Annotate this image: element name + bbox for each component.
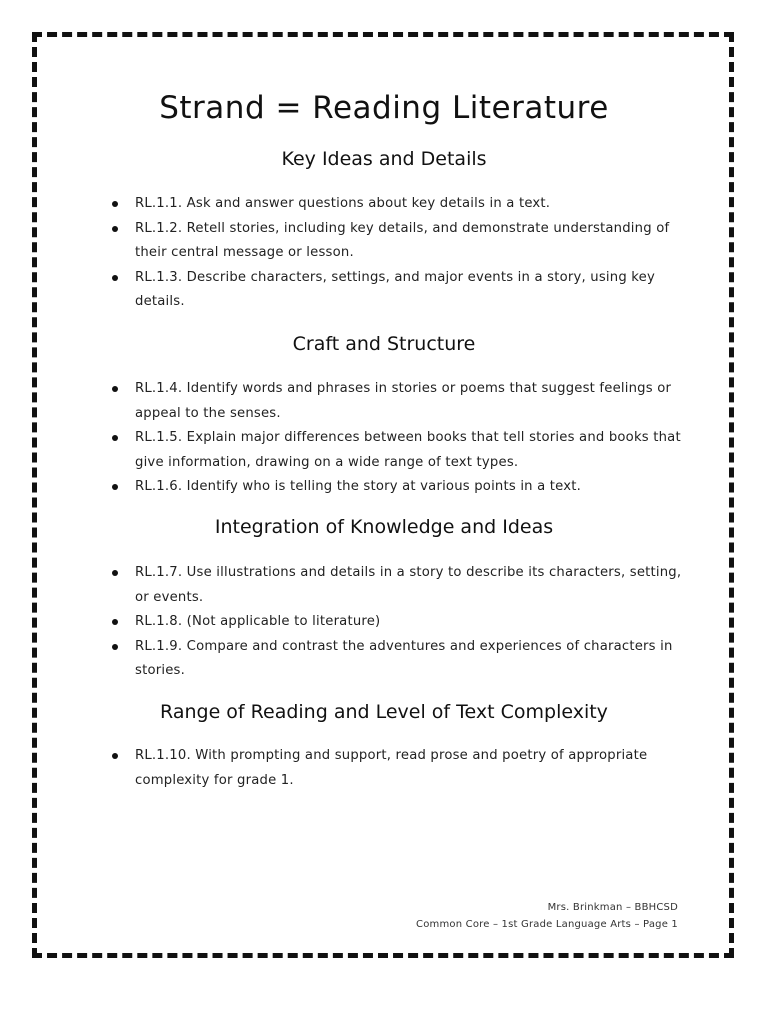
list-item-text: RL.1.6. Identify who is telling the story at various points in a text.	[135, 479, 582, 494]
list-item-text: RL.1.4. Identify words and phrases in stories or poems that suggest feelings or appeal to the senses.	[135, 381, 672, 421]
bullet-icon	[112, 570, 118, 576]
bullet-icon	[112, 226, 118, 232]
list-item-text: RL.1.5. Explain major differences between books that tell stories and books that give information, drawing on a wide range of text types.	[135, 430, 681, 470]
bullet-icon	[112, 435, 118, 441]
footer-page-info: Common Core – 1st Grade Language Arts – Page 1	[416, 919, 678, 930]
list-item	[112, 377, 692, 426]
section-heading-range-of-reading: Range of Reading and Level of Text Complexity	[160, 701, 608, 723]
list-item-text: RL.1.8. (Not applicable to literature)	[135, 614, 381, 629]
list-item	[112, 426, 692, 475]
list-item	[112, 561, 692, 610]
bullet-icon	[112, 619, 118, 625]
bullet-icon	[112, 484, 118, 490]
list-item-text: RL.1.10. With prompting and support, read prose and poetry of appropriate complexity for grade 1.	[135, 748, 648, 788]
bullet-icon	[112, 201, 118, 207]
page-title: Strand = Reading Literature	[159, 90, 609, 126]
list-item-text: RL.1.9. Compare and contrast the adventures and experiences of characters in stories.	[135, 638, 673, 678]
bullet-icon	[112, 644, 118, 650]
section-list-key-ideas	[112, 192, 692, 315]
section-heading-craft-structure: Craft and Structure	[292, 333, 476, 355]
list-item	[112, 266, 692, 315]
bullet-icon	[112, 275, 118, 281]
section-list-integration	[112, 561, 692, 684]
list-item	[112, 635, 692, 684]
list-item	[112, 475, 692, 500]
list-item	[112, 610, 692, 635]
list-item-text: RL.1.3. Describe characters, settings, and major events in a story, using key details.	[135, 269, 655, 309]
list-item	[112, 217, 692, 266]
bullet-icon	[112, 386, 118, 392]
list-item-text: RL.1.2. Retell stories, including key details, and demonstrate understanding of their central message or lesson.	[135, 220, 670, 260]
section-list-range-of-reading	[112, 744, 692, 793]
list-item-text: RL.1.7. Use illustrations and details in a story to describe its characters, setting, or events.	[135, 565, 682, 605]
bullet-icon	[112, 753, 118, 759]
list-item	[112, 192, 692, 217]
list-item-text: RL.1.1. Ask and answer questions about key details in a text.	[135, 196, 551, 211]
section-heading-integration: Integration of Knowledge and Ideas	[214, 516, 554, 538]
section-list-craft-structure	[112, 377, 692, 500]
list-item	[112, 744, 692, 793]
section-heading-key-ideas: Key Ideas and Details	[281, 148, 487, 170]
footer-author: Mrs. Brinkman – BBHCSD	[547, 902, 678, 913]
